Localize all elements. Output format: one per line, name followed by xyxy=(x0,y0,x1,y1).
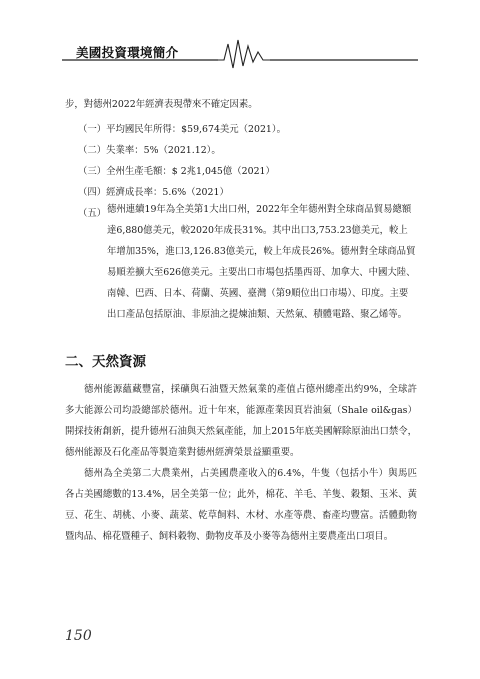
paragraph-agriculture: 德州為全美第二大農業州，占美國農產收入的6.4%，牛隻（包括小牛）與馬匹各占美國總數的13.4%，居全美第一位；此外，棉花、羊毛、羊隻、穀類、玉米、黃豆、花生、胡桃、小麥、蔬菜、乾草飼料、木材、水產等農、畜產均豐富。活體動物暨肉品、棉花暨種子、飼料穀物、動物皮革及小麥等為德州主要農產出口項目。 xyxy=(65,468,417,542)
item-marker: （二） xyxy=(78,145,107,156)
item-text: 經濟成長率：5.6%（2021） xyxy=(106,187,229,198)
item-marker: （一） xyxy=(78,124,107,135)
header-decoration xyxy=(0,0,480,70)
item-marker: （三） xyxy=(78,166,107,177)
intro-line: 步，對德州2022年經濟表現帶來不確定因素。 xyxy=(65,99,258,110)
list-item-5-marker: （五） xyxy=(78,208,107,219)
list-item-4 xyxy=(78,184,229,198)
list-item-1 xyxy=(78,121,286,135)
page-number: 150 xyxy=(65,628,92,644)
item-text: 平均國民年所得：$59,674美元（2021）。 xyxy=(106,124,286,135)
page-header xyxy=(0,0,480,70)
list-item-3 xyxy=(78,163,275,177)
item-marker: （四） xyxy=(78,187,107,198)
header-title: 美國投資環境簡介 xyxy=(76,45,179,60)
list-item-5-text: 德州連續19年為全美第1大出口州，2022年全年德州對全球商品貿易總額達6,880億美元，較2020年成長31%。其中出口3,753.23億美元，較上年增加35%，進口3,126.83億美元，較上年成長26%。德州對全球商品貿易順差擴大至626億美元。主要出口市場包括墨西哥、加拿大、中國大陸、南韓、巴西、日本、荷蘭、英國、臺灣（第9順位出口市場）、印度。主要出口產品包括原油、非原油之提煉油類、天然氣、積體電路、聚乙烯等。 xyxy=(107,204,416,320)
paragraph-energy: 德州能源蘊藏豐富，採礦與石油暨天然氣業的產值占德州總產出約9%，全球許多大能源公司均設總部於德州。近十年來，能源產業因頁岩油氣（Shale oil&gas）開採技術創新，提升德州石油與天然氣產能，加上2015年底美國解除原油出口禁令，德州能源及石化產品等製造業對德州經濟榮景益顯重要。 xyxy=(65,384,417,458)
section-title: 二、天然資源 xyxy=(65,354,146,370)
item-text: 失業率：5%（2021.12）。 xyxy=(106,145,221,156)
item-text: 全州生產毛額：$ 2兆1,045億（2021） xyxy=(106,166,275,177)
list-item-2 xyxy=(78,142,221,156)
